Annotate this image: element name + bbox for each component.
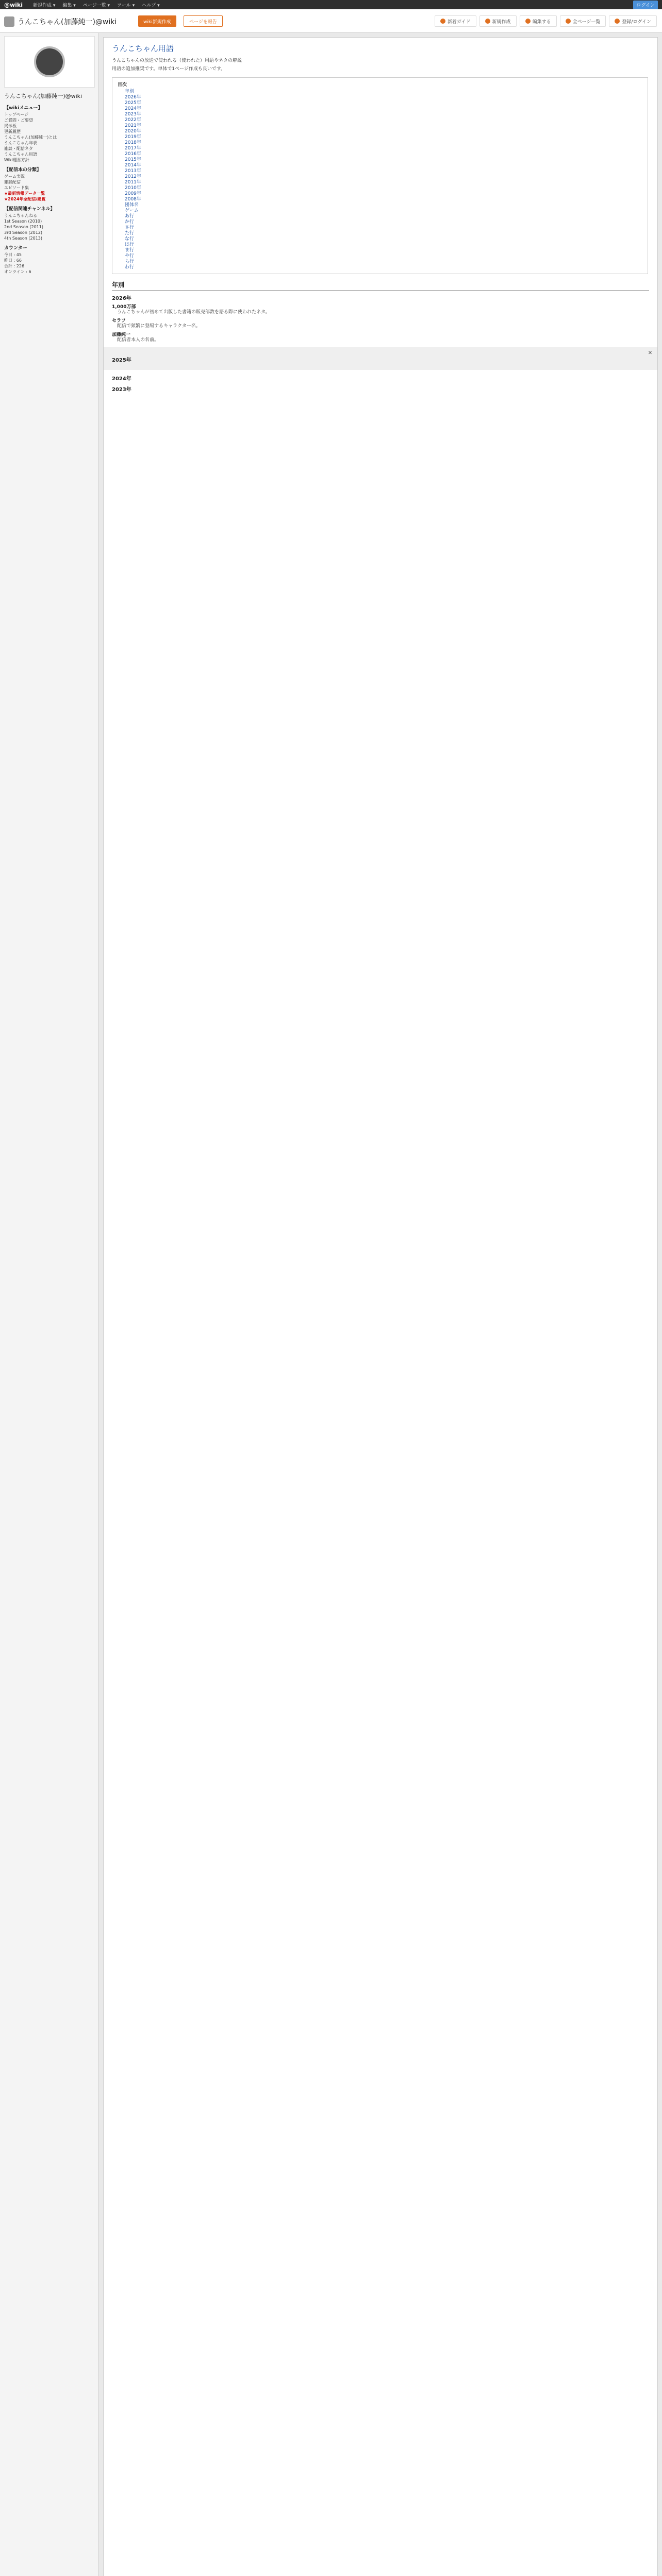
toc-item xyxy=(118,100,642,106)
table-of-contents xyxy=(112,77,648,274)
counter xyxy=(4,252,94,275)
sidebar xyxy=(0,33,99,2576)
toc-link[interactable]: 2019年 xyxy=(125,134,141,140)
intro-text: 用語の追加推奨です。単体で1ページ作成も良いです。 xyxy=(112,66,226,72)
guide-icon xyxy=(440,19,445,24)
toc-item xyxy=(118,253,642,259)
toc-item xyxy=(118,168,642,174)
sidebar-section3-item[interactable]: 1st Season (2010) xyxy=(4,219,42,224)
report-page-button[interactable]: ページを報告 xyxy=(184,15,223,27)
counter-row: オンライン : 6 xyxy=(4,269,31,274)
sidebar-hot-item[interactable]: ★最新情報データ一覧 xyxy=(4,191,45,196)
sidebar-menu-item[interactable]: うんこちゃん用語 xyxy=(4,152,37,157)
user-icon xyxy=(615,19,620,24)
sidebar-menu-item[interactable]: うんこちゃん(加藤純一)とは xyxy=(4,135,57,140)
entry-desc: うんこちゃんが初めて出版した書籍の販売部数を語る際に使われたネタ。 xyxy=(117,310,270,315)
toc-item xyxy=(118,191,642,197)
sidebar-hot-item[interactable]: ★2024年全配信/総覧 xyxy=(4,197,46,201)
nav-guide[interactable]: 新着ガイド xyxy=(435,15,476,27)
entries-2026 xyxy=(112,303,649,343)
login-button[interactable]: ログイン xyxy=(633,1,658,9)
heading-2026: 2026年 xyxy=(112,296,131,301)
toc-item xyxy=(118,95,642,100)
toc-item xyxy=(118,180,642,185)
toc-link[interactable]: 2015年 xyxy=(125,157,141,162)
sidebar-menu-item[interactable]: 更新履歴 xyxy=(4,129,21,134)
highlight-block xyxy=(104,347,657,370)
entry-desc: 配信で頻繁に登場するキャラクター名。 xyxy=(117,324,201,329)
toc-link[interactable]: か行 xyxy=(125,219,135,225)
counter-row: 今日 : 45 xyxy=(4,252,22,257)
sidebar-menu-item[interactable]: 雑談・配信ネタ xyxy=(4,146,33,151)
counter-title: カウンター xyxy=(4,246,27,251)
header-nav xyxy=(435,15,657,27)
heading-2025: 2025年 xyxy=(112,358,131,363)
menu-tools[interactable]: ツール ▾ xyxy=(117,3,135,8)
menu-pages[interactable]: ページ一覧 ▾ xyxy=(82,3,110,8)
sidebar-section2-title: 【配信本の分類】 xyxy=(4,167,42,173)
toc-link[interactable]: 2020年 xyxy=(125,129,141,134)
menu-edit[interactable]: 編集 ▾ xyxy=(62,3,76,8)
toc-link[interactable]: あ行 xyxy=(125,214,135,219)
toc-item xyxy=(118,185,642,191)
toc-link[interactable]: 2014年 xyxy=(125,163,141,168)
toc-link[interactable]: 2008年 xyxy=(125,197,141,202)
toc-item xyxy=(118,259,642,265)
sidebar-section2-item[interactable]: ゲーム実況 xyxy=(4,174,25,179)
toc-item xyxy=(118,106,642,112)
sidebar-menu-title: 【wikiメニュー】 xyxy=(4,106,43,111)
sidebar-section3-item[interactable]: うんこちゃんねる xyxy=(4,213,37,218)
sidebar-section3-item[interactable]: 4th Season (2013) xyxy=(4,236,43,241)
nav-create[interactable]: 新規作成 xyxy=(479,15,517,27)
menu-help[interactable]: ヘルプ ▾ xyxy=(142,3,160,8)
toc-link[interactable]: 年別 xyxy=(125,89,135,94)
toc-item xyxy=(118,219,642,225)
toc-item xyxy=(118,214,642,219)
entry-term: 1,000万部 xyxy=(112,304,136,310)
toc-link[interactable]: 2021年 xyxy=(125,123,141,128)
sidebar-section2-item[interactable]: エピソード集 xyxy=(4,185,29,190)
toc-link[interactable]: 2026年 xyxy=(125,95,141,100)
sidebar-menu-item[interactable]: ご質問・ご要望 xyxy=(4,118,33,123)
toc-item xyxy=(118,134,642,140)
sidebar-menu-item[interactable]: Wiki運営方針 xyxy=(4,158,29,162)
toc-item xyxy=(118,225,642,231)
sidebar-menu-item[interactable]: トップページ xyxy=(4,112,29,117)
main-content xyxy=(103,37,658,2576)
toc-link[interactable]: 2009年 xyxy=(125,191,141,196)
sidebar-section3 xyxy=(4,213,94,241)
sidebar-section3-item[interactable]: 3rd Season (2012) xyxy=(4,230,43,235)
entry-term: 加藤純一 xyxy=(112,332,131,337)
toc-item xyxy=(118,197,642,202)
toc-list xyxy=(118,89,642,270)
create-icon xyxy=(485,19,490,24)
toc-link[interactable]: 2016年 xyxy=(125,151,141,157)
toc-item xyxy=(118,140,642,146)
toc-item xyxy=(118,129,642,134)
toc-link[interactable]: 2018年 xyxy=(125,140,141,145)
toc-item xyxy=(118,174,642,180)
toc-link[interactable]: 2011年 xyxy=(125,180,141,185)
toc-link[interactable]: な行 xyxy=(125,236,135,242)
intro-text: うんこちゃんの放送で使われる（使われた）用語やネタの解説 xyxy=(112,58,242,63)
toc-link[interactable]: や行 xyxy=(125,253,135,259)
toc-title: 目次 xyxy=(118,82,127,88)
toc-link[interactable]: 2022年 xyxy=(125,117,141,123)
toc-item xyxy=(118,89,642,95)
toc-item xyxy=(118,112,642,117)
toc-link[interactable]: ゲーム xyxy=(125,208,139,213)
logo-disk-icon xyxy=(34,46,65,77)
counter-row: 合計 : 226 xyxy=(4,264,25,268)
site-header xyxy=(0,9,662,33)
toc-item xyxy=(118,231,642,236)
counter-row: 昨日 : 66 xyxy=(4,258,22,263)
list-icon xyxy=(566,19,571,24)
toc-item xyxy=(118,151,642,157)
toc-item xyxy=(118,242,642,248)
nav-all-pages[interactable]: 全ページ一覧 xyxy=(560,15,606,27)
sidebar-hot xyxy=(4,191,94,202)
toc-item xyxy=(118,123,642,129)
nav-login[interactable]: 登録/ログイン xyxy=(609,15,657,27)
entry-term: セラフ xyxy=(112,318,126,324)
toc-link[interactable]: 2023年 xyxy=(125,112,141,117)
toc-item xyxy=(118,236,642,242)
sidebar-section2 xyxy=(4,174,94,191)
toc-item xyxy=(118,163,642,168)
sidebar-site-name: うんこちゃん(加藤純一)@wiki xyxy=(4,93,82,99)
toc-link[interactable]: わ行 xyxy=(125,265,135,270)
toc-link[interactable]: 2013年 xyxy=(125,168,141,174)
sidebar-section3-item[interactable]: 2nd Season (2011) xyxy=(4,225,43,229)
menu-new[interactable]: 新規作成 ▾ xyxy=(33,3,56,8)
toc-item xyxy=(118,202,642,208)
sidebar-menu-item[interactable]: 掲示板 xyxy=(4,124,16,128)
toc-item xyxy=(118,208,642,214)
toc-link[interactable]: 団体名 xyxy=(125,202,139,208)
page-title: うんこちゃん用語 xyxy=(112,44,174,53)
wiki-logo xyxy=(4,36,95,88)
toc-link[interactable]: は行 xyxy=(125,242,135,247)
close-icon[interactable]: ✕ xyxy=(648,350,653,356)
toc-link[interactable]: 2010年 xyxy=(125,185,141,191)
edit-icon xyxy=(525,19,531,24)
sidebar-section3-title: 【配信関連チャンネル】 xyxy=(4,207,55,212)
toc-item xyxy=(118,146,642,151)
site-logo[interactable]: @wiki xyxy=(4,1,23,8)
toc-link[interactable]: さ行 xyxy=(125,225,135,230)
toc-item xyxy=(118,117,642,123)
heading-2023: 2023年 xyxy=(112,387,131,393)
toc-link[interactable]: た行 xyxy=(125,231,135,236)
toc-item xyxy=(118,157,642,163)
toc-link[interactable]: 2012年 xyxy=(125,174,141,179)
entry-desc: 配信者本人の名前。 xyxy=(117,337,159,343)
nav-edit[interactable]: 編集する xyxy=(520,15,557,27)
wiki-create-button[interactable]: wiki新規作成 xyxy=(138,15,176,27)
sidebar-section2-item[interactable]: 雑談配信 xyxy=(4,180,21,184)
toc-link[interactable]: ま行 xyxy=(125,248,135,253)
toc-link[interactable]: 2017年 xyxy=(125,146,141,151)
site-icon xyxy=(4,16,14,27)
heading-2024: 2024年 xyxy=(112,376,131,382)
sidebar-menu-item[interactable]: うんこちゃん年表 xyxy=(4,141,37,145)
toc-item xyxy=(118,265,642,270)
toc-link[interactable]: 2025年 xyxy=(125,100,141,106)
toc-link[interactable]: 2024年 xyxy=(125,106,141,111)
site-title[interactable]: うんこちゃん(加藤純一)@wiki xyxy=(4,16,117,27)
toc-link[interactable]: ら行 xyxy=(125,259,135,264)
toc-item xyxy=(118,248,642,253)
top-bar xyxy=(0,0,662,9)
sidebar-menu xyxy=(4,112,94,163)
section-year: 年別 xyxy=(112,280,649,291)
